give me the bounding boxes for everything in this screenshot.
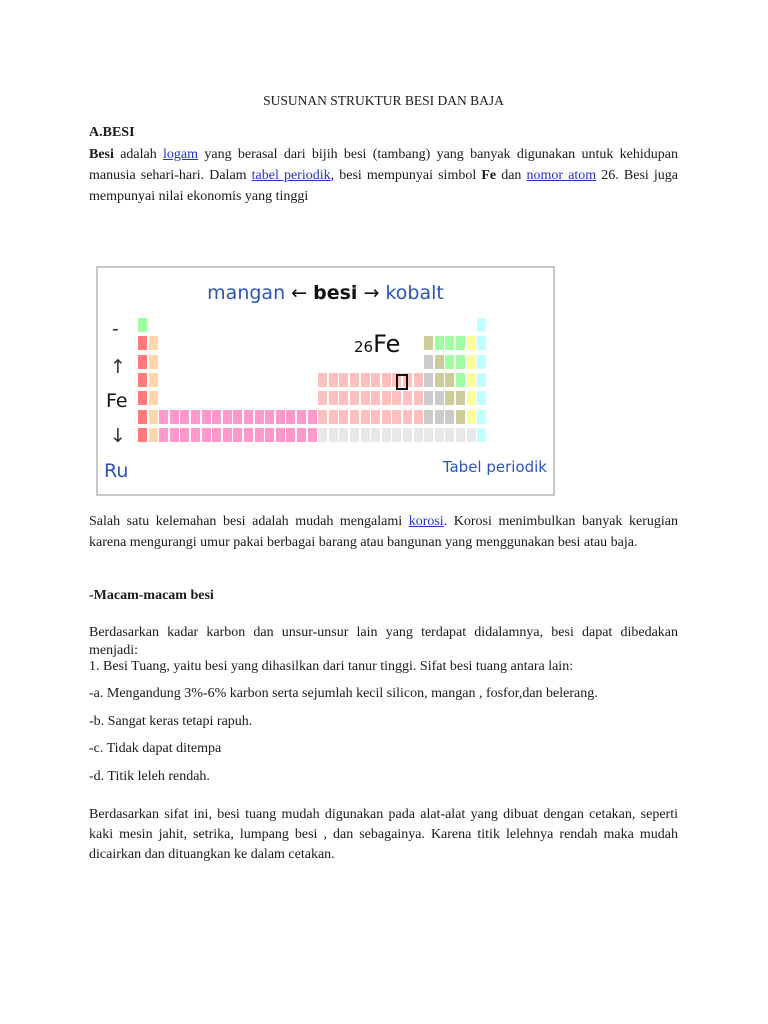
- periodic-cell: [212, 428, 221, 442]
- periodic-cell: [361, 428, 370, 442]
- link-mangan[interactable]: mangan: [207, 282, 286, 304]
- periodic-cell: [202, 428, 211, 442]
- element-fe-label: [354, 330, 400, 358]
- link-ruthenium[interactable]: Ru: [104, 460, 129, 482]
- periodic-cell: [424, 428, 433, 442]
- periodic-cell: [255, 428, 264, 442]
- periodic-cell: [477, 410, 486, 424]
- periodic-cell: [467, 428, 476, 442]
- periodic-cell: [467, 410, 476, 424]
- periodic-cell: [318, 391, 327, 405]
- periodic-cell: [255, 410, 264, 424]
- periodic-cell: [350, 410, 359, 424]
- arrow-right-icon: →: [357, 282, 386, 304]
- periodic-cell: [371, 428, 380, 442]
- berdasarkan-paragraph: Berdasarkan kadar karbon dan unsur-unsur lain yang terdapat didalamnya, besi dapat dibedakan menjadi:: [89, 625, 678, 658]
- periodic-cell: [297, 428, 306, 442]
- periodic-cell: [149, 373, 158, 387]
- periodic-cell: [445, 336, 454, 350]
- list-item-1: 1. Besi Tuang, yaitu besi yang dihasilkan dari tanur tinggi. Sifat besi tuang antara lain:: [89, 659, 574, 674]
- periodic-cell: [339, 391, 348, 405]
- term-besi: Besi: [89, 147, 114, 162]
- periodic-cell: [244, 428, 253, 442]
- document-title: SUSUNAN STRUKTUR BESI DAN BAJA: [263, 93, 504, 108]
- link-tabel-periodik-caption[interactable]: Tabel periodik: [442, 458, 547, 476]
- atomic-number: 26: [354, 338, 374, 356]
- periodic-cell: [339, 428, 348, 442]
- periodic-cell: [159, 410, 168, 424]
- periodic-cell: [329, 428, 338, 442]
- link-tabel-periodik[interactable]: tabel periodik: [251, 168, 331, 183]
- periodic-cell: [445, 355, 454, 369]
- periodic-cell: [456, 355, 465, 369]
- periodic-cell: [138, 373, 147, 387]
- periodic-cell: [371, 373, 380, 387]
- korosi-paragraph: Salah satu kelemahan besi adalah mudah mengalami korosi. Korosi menimbulkan banyak kerugian karena mengurangi umur pakai berbagai barang atau bangunan yang menggunakan besi atau baja.: [89, 514, 678, 550]
- periodic-cell: [138, 336, 147, 350]
- periodic-cell: [424, 391, 433, 405]
- periodic-cell: [445, 428, 454, 442]
- arrow-up-icon: ↑: [110, 356, 126, 378]
- list-item-c: -c. Tidak dapat ditempa: [89, 741, 222, 756]
- periodic-cell: [180, 428, 189, 442]
- link-kobalt[interactable]: kobalt: [385, 282, 444, 304]
- closing-paragraph: Berdasarkan sifat ini, besi tuang mudah digunakan pada alat-alat yang dibuat dengan cetakan, seperti kaki mesin jahit, setrika, lumpang besi , dan sebagainya. Karena titik lelehnya rendah maka mudah dicairkan dan dituangkan ke dalam cetakan.: [89, 807, 678, 862]
- periodic-cell: [456, 410, 465, 424]
- periodic-cell: [318, 373, 327, 387]
- periodic-cell: [392, 428, 401, 442]
- periodic-cell: [477, 428, 486, 442]
- periodic-cell: [435, 336, 444, 350]
- periodic-cell: [414, 410, 423, 424]
- periodic-cell: [308, 428, 317, 442]
- periodic-cell: [138, 318, 147, 332]
- periodic-cell: [361, 391, 370, 405]
- periodic-cell: [361, 410, 370, 424]
- element-above-dash: -: [112, 318, 119, 340]
- periodic-cell: [392, 391, 401, 405]
- periodic-cell: [138, 428, 147, 442]
- periodic-cell: [329, 391, 338, 405]
- periodic-cell: [424, 355, 433, 369]
- periodic-cell: [202, 410, 211, 424]
- periodic-cell: [318, 428, 327, 442]
- link-logam[interactable]: logam: [163, 147, 199, 162]
- periodic-cell: [424, 336, 433, 350]
- periodic-cell: [361, 373, 370, 387]
- periodic-cell: [149, 410, 158, 424]
- arrow-down-icon: ↓: [110, 425, 126, 447]
- periodic-cell: [223, 410, 232, 424]
- periodic-cell: [308, 410, 317, 424]
- periodic-cell: [467, 373, 476, 387]
- periodic-cell: [350, 373, 359, 387]
- periodic-cell: [265, 428, 274, 442]
- link-korosi[interactable]: korosi: [408, 514, 444, 529]
- periodic-cell: [297, 410, 306, 424]
- section-heading-besi: A.BESI: [89, 125, 135, 140]
- periodic-cell: [170, 428, 179, 442]
- macam-besi-heading: -Macam-macam besi: [89, 588, 214, 603]
- periodic-cell: [233, 410, 242, 424]
- periodic-cell: [456, 391, 465, 405]
- periodic-cell: [477, 391, 486, 405]
- periodic-cell: [329, 410, 338, 424]
- periodic-cell: [382, 373, 391, 387]
- periodic-cell: [445, 373, 454, 387]
- periodic-cell: [276, 410, 285, 424]
- periodic-cell: [435, 410, 444, 424]
- periodic-cell: [212, 410, 221, 424]
- periodic-cell: [403, 391, 412, 405]
- periodic-cell: [435, 391, 444, 405]
- periodic-cell: [467, 355, 476, 369]
- periodic-cell: [456, 428, 465, 442]
- periodic-cell: [477, 373, 486, 387]
- element-symbol: Fe: [373, 330, 401, 358]
- periodic-cell: [403, 428, 412, 442]
- list-item-b: -b. Sangat keras tetapi rapuh.: [89, 714, 253, 729]
- periodic-cell: [382, 428, 391, 442]
- list-item-d: -d. Titik leleh rendah.: [89, 769, 210, 784]
- periodic-cell: [371, 391, 380, 405]
- periodic-cell: [191, 428, 200, 442]
- periodic-cell: [138, 355, 147, 369]
- list-item-a: -a. Mengandung 3%-6% karbon serta sejumlah kecil silicon, mangan , fosfor,dan belerang.: [89, 686, 598, 701]
- periodic-cell: [477, 318, 486, 332]
- periodic-cell: [149, 391, 158, 405]
- periodic-cell: [435, 373, 444, 387]
- periodic-cell: [414, 391, 423, 405]
- periodic-cell: [435, 355, 444, 369]
- element-name-besi: besi: [313, 282, 358, 304]
- periodic-cell: [414, 373, 423, 387]
- periodic-cell: [286, 410, 295, 424]
- periodic-cell: [265, 410, 274, 424]
- periodic-cell: [244, 410, 253, 424]
- fe-cell-marker: [396, 374, 408, 390]
- periodic-cell: [223, 428, 232, 442]
- periodic-cell: [339, 410, 348, 424]
- periodic-cell: [191, 410, 200, 424]
- periodic-cell: [382, 410, 391, 424]
- link-nomor-atom[interactable]: nomor atom: [526, 168, 597, 183]
- periodic-cell: [424, 373, 433, 387]
- periodic-cell: [435, 428, 444, 442]
- periodic-cell: [477, 336, 486, 350]
- periodic-cell: [424, 410, 433, 424]
- periodic-cell: [276, 428, 285, 442]
- element-symbol-side: Fe: [106, 390, 128, 412]
- periodic-cell: [467, 336, 476, 350]
- periodic-cell: [159, 428, 168, 442]
- periodic-cell: [149, 428, 158, 442]
- periodic-cell: [180, 410, 189, 424]
- periodic-cell: [170, 410, 179, 424]
- periodic-cell: [456, 336, 465, 350]
- figure-header: [98, 282, 553, 304]
- periodic-cell: [403, 410, 412, 424]
- periodic-cell: [414, 428, 423, 442]
- periodic-cell: [138, 410, 147, 424]
- periodic-cell: [382, 391, 391, 405]
- periodic-cell: [456, 373, 465, 387]
- arrow-left-icon: ←: [285, 282, 314, 304]
- periodic-cell: [445, 391, 454, 405]
- periodic-cell: [445, 410, 454, 424]
- periodic-cell: [149, 336, 158, 350]
- symbol-fe: Fe: [481, 168, 497, 183]
- periodic-cell: [371, 410, 380, 424]
- periodic-cell: [233, 428, 242, 442]
- periodic-cell: [477, 355, 486, 369]
- intro-paragraph: Besi adalah logam yang berasal dari bijih besi (tambang) yang banyak digunakan untuk kehidupan manusia sehari-hari. Dalam tabel periodik, besi mempunyai simbol Fe dan nomor atom 26. Besi juga mempunyai nilai ekonomis yang tinggi: [89, 147, 679, 204]
- periodic-cell: [350, 391, 359, 405]
- periodic-table-figure: [96, 266, 555, 496]
- periodic-cell: [138, 391, 147, 405]
- periodic-cell: [350, 428, 359, 442]
- periodic-cell: [286, 428, 295, 442]
- periodic-cell: [149, 355, 158, 369]
- periodic-cell: [318, 410, 327, 424]
- periodic-cell: [392, 410, 401, 424]
- periodic-cell: [339, 373, 348, 387]
- periodic-cell: [329, 373, 338, 387]
- periodic-cell: [467, 391, 476, 405]
